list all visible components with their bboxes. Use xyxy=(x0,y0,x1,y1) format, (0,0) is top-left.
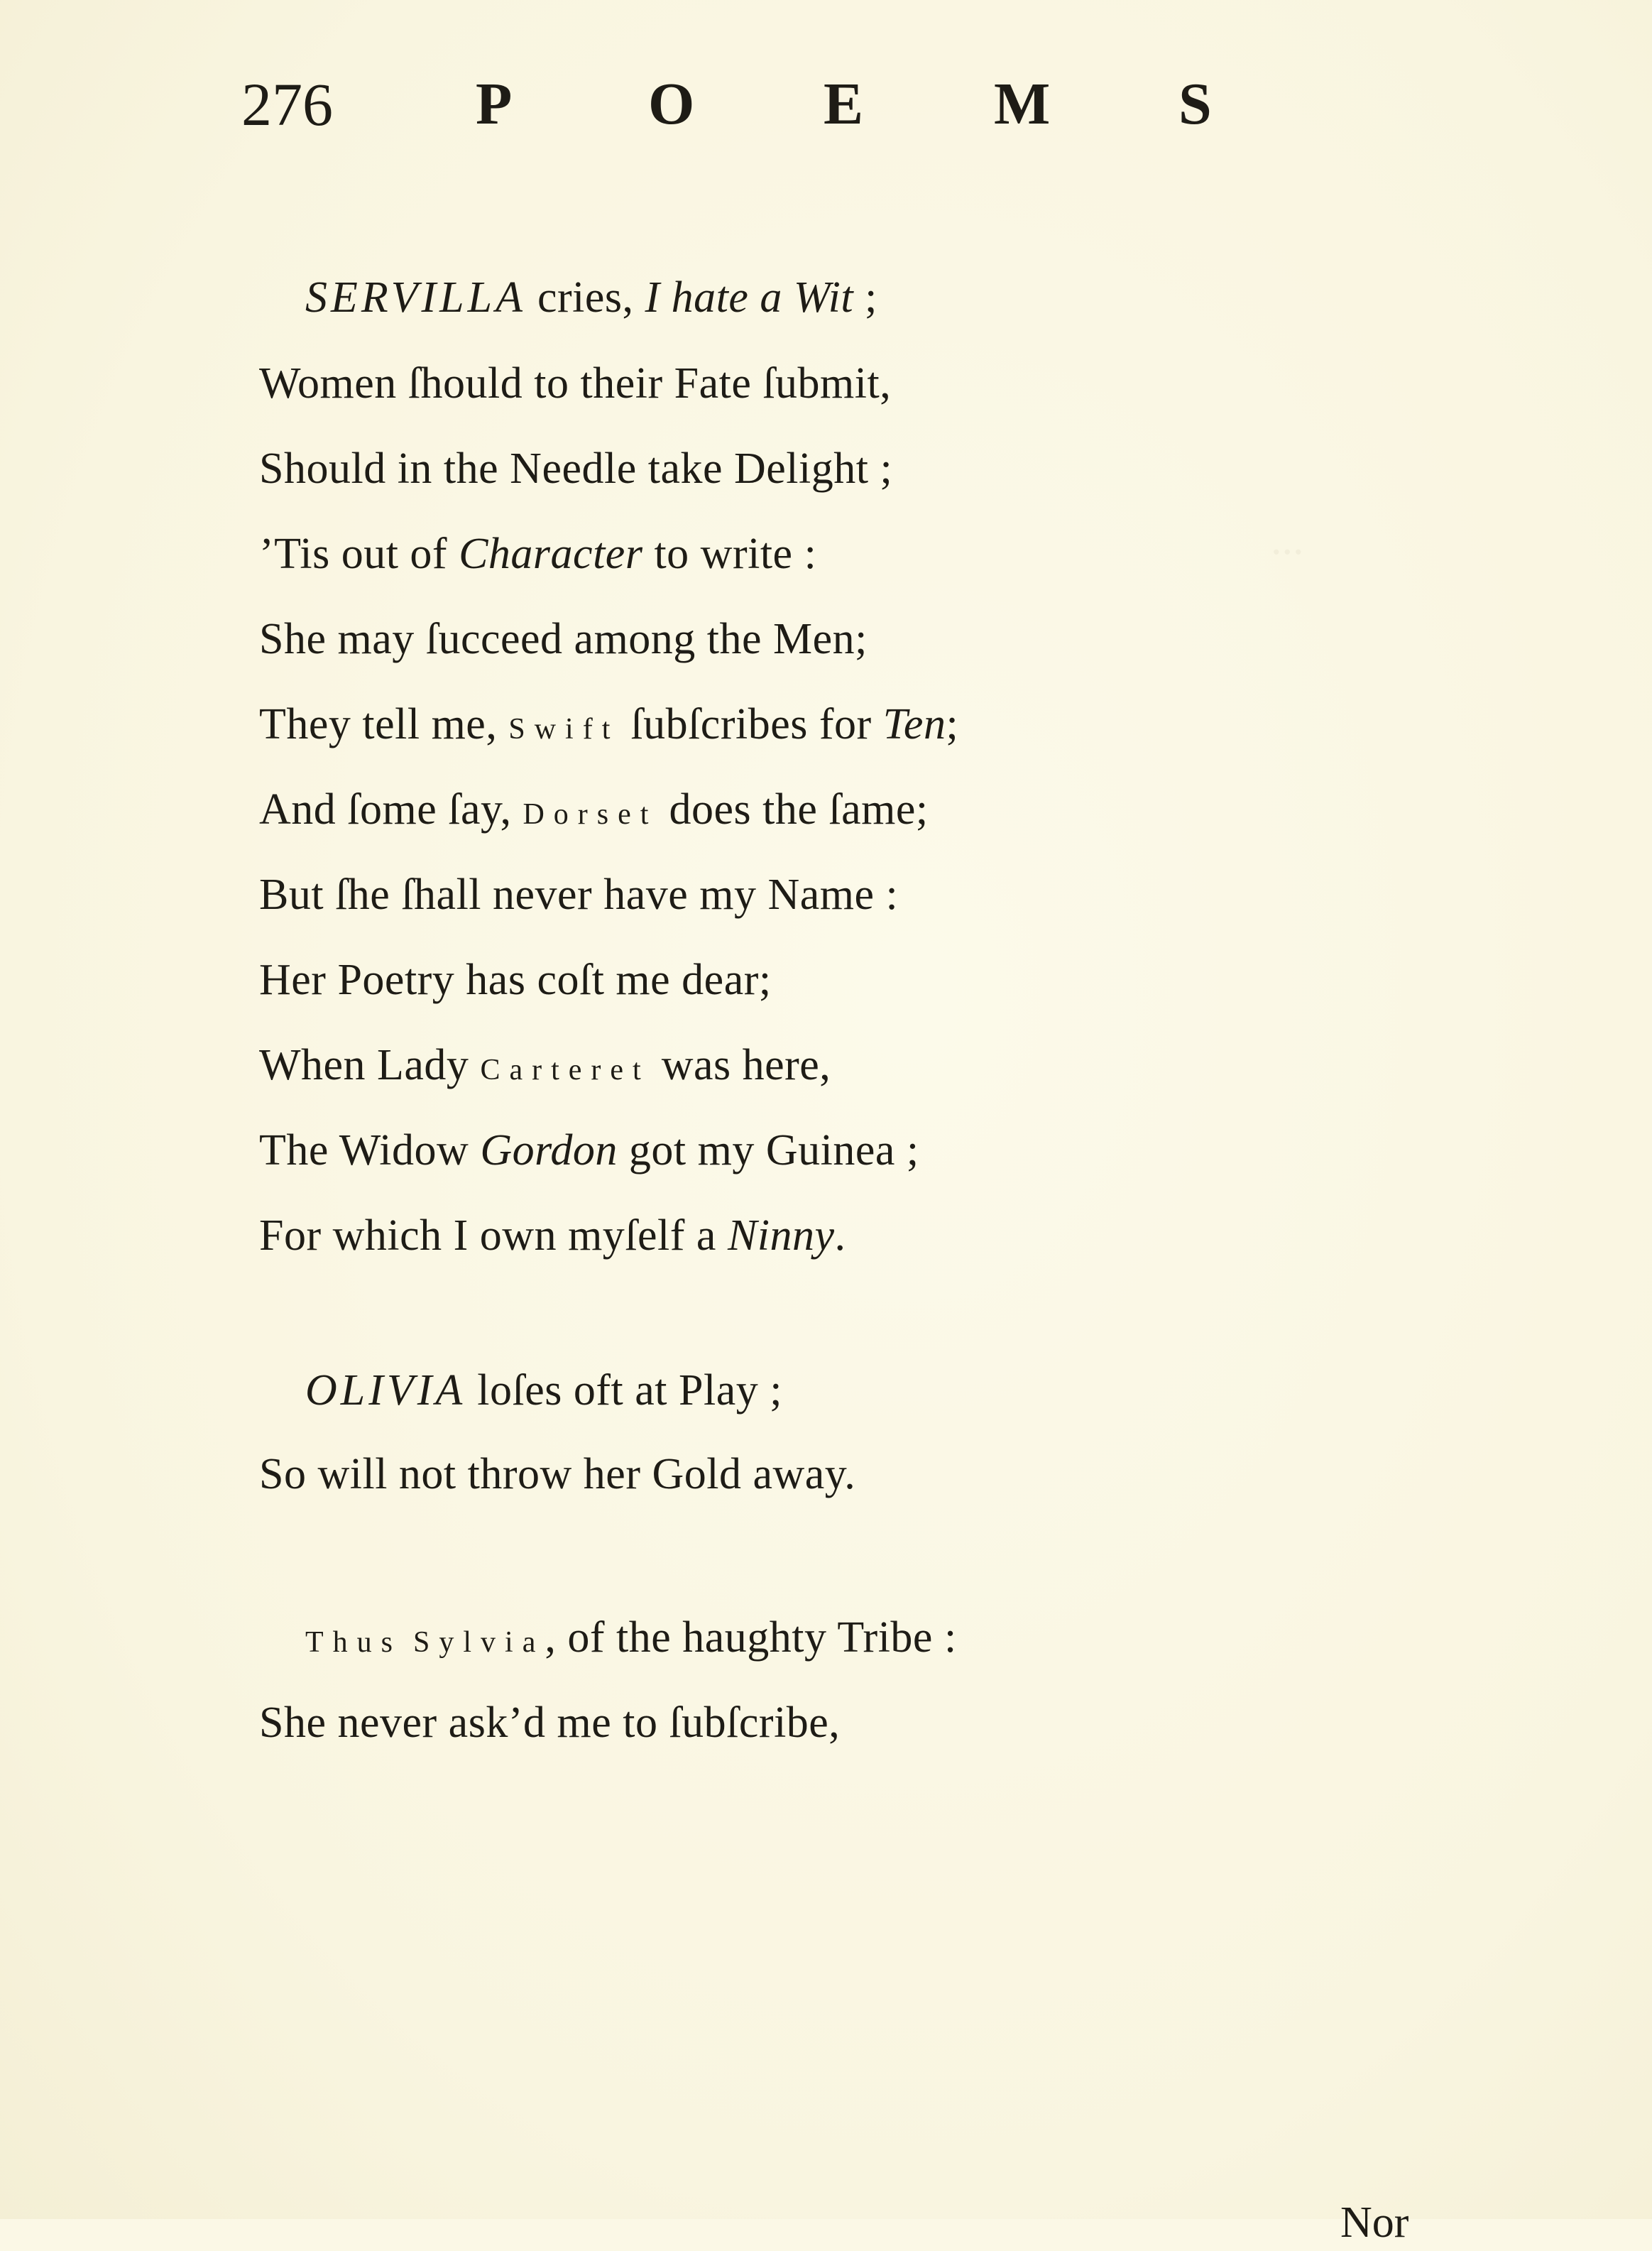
quoted-speech: I hate a Wit xyxy=(645,273,854,322)
poem-line: And ſome ſay, Dorset does the ſame; xyxy=(259,785,929,834)
running-title-letter: M xyxy=(994,71,1051,137)
person-name: Dorset xyxy=(523,798,658,831)
poem-line: She never ask’d me to ſubſcribe, xyxy=(259,1699,841,1747)
poem-line: OLIVIA loſes oft at Play ; xyxy=(305,1366,782,1415)
poem-line: For which I own myſelf a Ninny. xyxy=(259,1211,846,1260)
poem-line: She may ſucceed among the Men; xyxy=(259,615,868,663)
poem-line: They tell me, Swift ſubſcribes for Ten; xyxy=(259,700,959,748)
poem-line: But ſhe ſhall never have my Name : xyxy=(259,871,899,919)
character-name: Sylvia xyxy=(413,1626,545,1659)
running-title-letter: S xyxy=(1178,71,1212,137)
poem-line: Women ſhould to their Fate ſubmit, xyxy=(259,359,892,408)
running-title-letter: O xyxy=(648,71,695,137)
person-name: Gordon xyxy=(480,1126,618,1174)
person-name: Swift xyxy=(508,713,620,746)
poem-line: The Widow Gordon got my Guinea ; xyxy=(259,1126,919,1174)
page-number: 276 xyxy=(241,70,333,138)
poem-line: So will not throw her Gold away. xyxy=(259,1450,856,1498)
bleed-through-text: ... xyxy=(1271,516,1304,564)
character-name: SERVILLA xyxy=(305,273,526,322)
poem-line: SERVILLA cries, I hate a Wit ; xyxy=(305,273,877,322)
poem-line: When Lady Carteret was here, xyxy=(259,1041,831,1089)
running-title-letter: E xyxy=(824,71,864,137)
person-name: Carteret xyxy=(480,1054,650,1086)
character-name: OLIVIA xyxy=(305,1366,466,1415)
catchword: Nor xyxy=(1340,2198,1409,2247)
page-header xyxy=(241,65,1221,143)
poem-line: Should in the Needle take Delight ; xyxy=(259,445,893,493)
poem-line: ’Tis out of Character to write : xyxy=(259,530,817,578)
poem-line: Thus Sylvia, of the haughty Tribe : xyxy=(305,1613,957,1662)
running-title xyxy=(476,65,1221,143)
running-title-letter: P xyxy=(476,71,513,137)
poem-line: Her Poetry has coſt me dear; xyxy=(259,956,772,1004)
